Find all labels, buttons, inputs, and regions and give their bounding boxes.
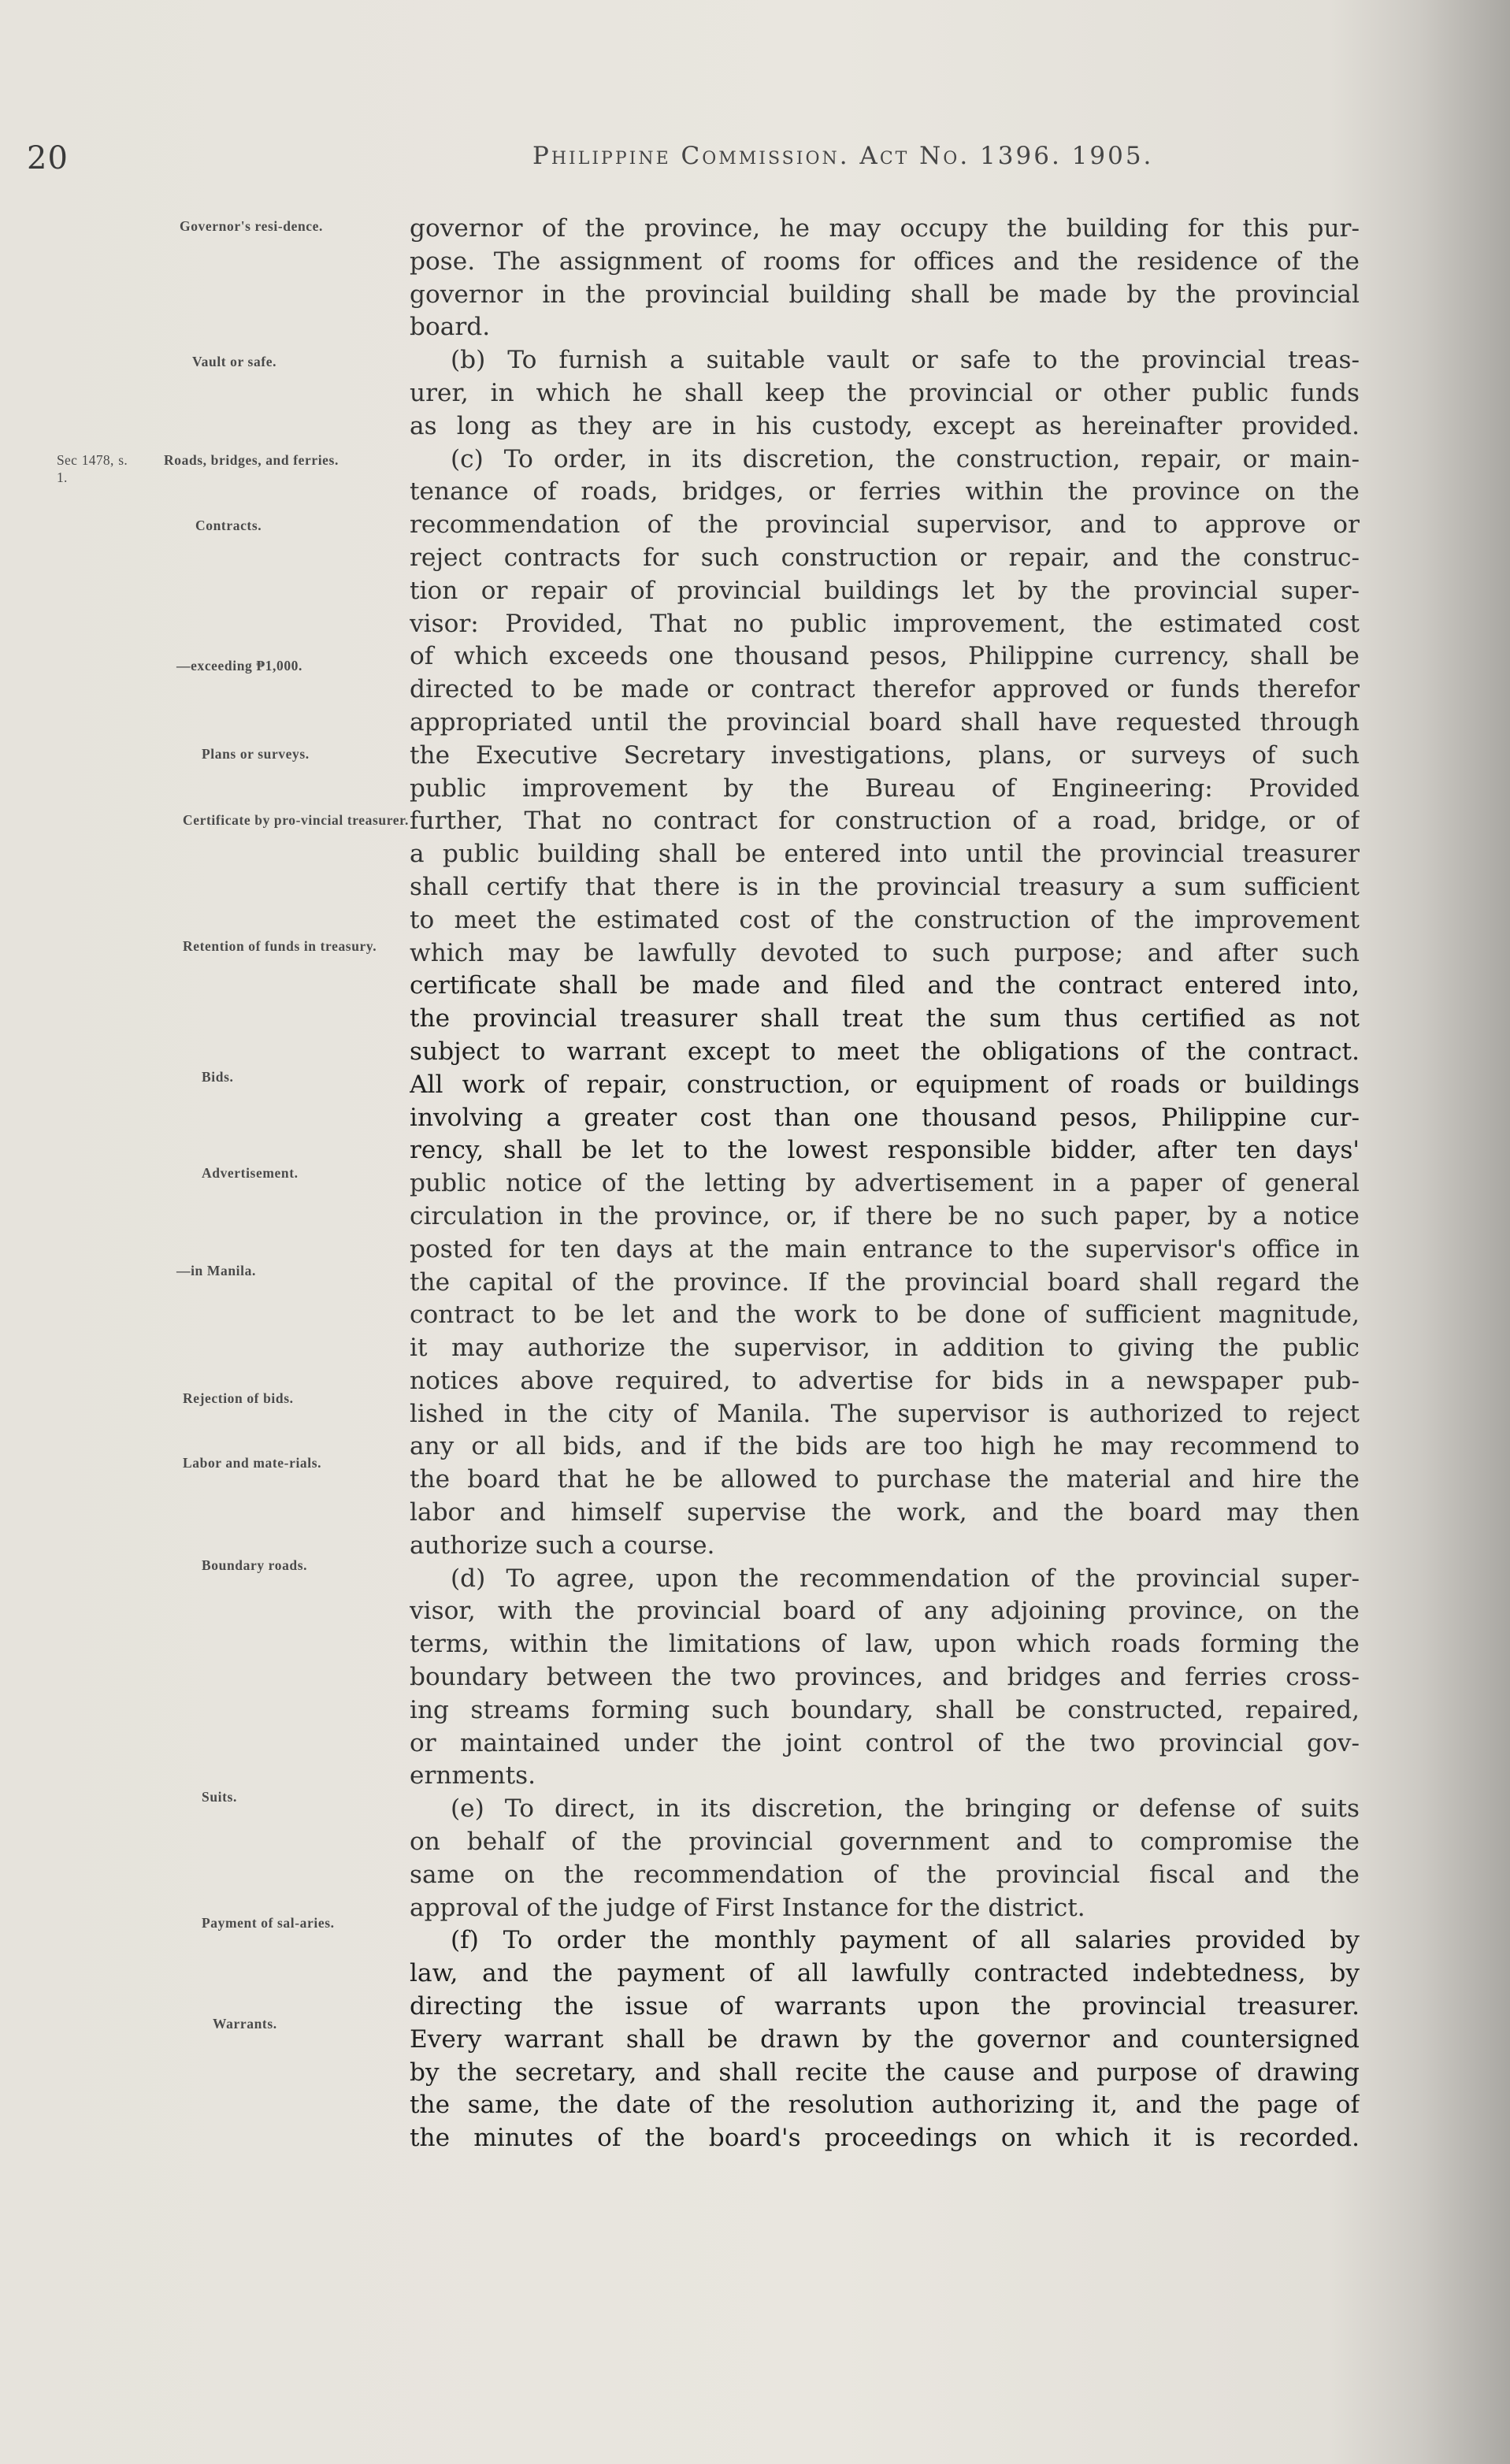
body-text [410, 213, 1360, 2155]
text-line: circulation in the province, or, if there be no such paper, by a notice [410, 1201, 1360, 1230]
text-line: lished in the city of Manila. The supervisor is authorized to reject [410, 1399, 1360, 1428]
text-line: subject to warrant except to meet the obligations of the contract. [410, 1037, 1360, 1066]
margin-note-rejection: Rejection of bids. [183, 1390, 294, 1406]
margin-note-manila: —in Manila. [176, 1263, 256, 1278]
text-line: certificate shall be made and filed and the contract entered into, [410, 971, 1360, 1000]
margin-note-boundary: Boundary roads. [202, 1557, 308, 1573]
text-line: reject contracts for such construction or repair, and the construc- [410, 543, 1360, 572]
text-line: the provincial treasurer shall treat the sum thus certified as not [410, 1004, 1360, 1033]
text-line: directing the issue of warrants upon the provincial treasurer. [410, 1992, 1360, 2021]
text-line: of which exceeds one thousand pesos, Philippine currency, shall be [410, 642, 1360, 671]
text-line: governor in the provincial building shall be made by the provincial [410, 280, 1360, 309]
margin-note-warrants: Warrants. [213, 2016, 277, 2032]
page-number: 20 [27, 140, 69, 176]
text-line: labor and himself supervise the work, and the board may then [410, 1498, 1360, 1527]
margin-note-roads: Roads, bridges, and ferries. [164, 452, 339, 468]
margin-note-bids: Bids. [202, 1069, 234, 1085]
text-line: the Executive Secretary investigations, plans, or surveys of such [410, 740, 1360, 770]
text-line: boundary between the two provinces, and bridges and ferries cross- [410, 1663, 1360, 1692]
margin-note-suits: Suits. [202, 1789, 237, 1805]
text-line: notices above required, to advertise for bids in a newspaper pub- [410, 1366, 1360, 1395]
text-line: the capital of the province. If the provincial board shall regard the [410, 1267, 1360, 1297]
text-line: visor: Provided, That no public improvement, the estimated cost [410, 609, 1360, 638]
text-line: posted for ten days at the main entrance to the supervisor's office in [410, 1234, 1360, 1264]
margin-note-salaries: Payment of sal-aries. [202, 1915, 335, 1931]
text-line: the minutes of the board's proceedings on which it is recorded. [410, 2124, 1360, 2153]
text-line: or maintained under the joint control of the two provincial gov- [410, 1728, 1360, 1757]
text-line: (d) To agree, upon the recommendation of the provincial super- [451, 1564, 1360, 1593]
text-line: which may be lawfully devoted to such purpose; and after such [410, 938, 1360, 967]
margin-note-plans: Plans or surveys. [202, 746, 310, 762]
text-line: on behalf of the provincial government and to compromise the [410, 1828, 1360, 1857]
text-line: authorize such a course. [410, 1531, 715, 1560]
text-line: (c) To order, in its discretion, the construction, repair, or main- [451, 444, 1360, 473]
text-line: involving a greater cost than one thousand pesos, Philippine cur- [410, 1103, 1360, 1132]
margin-note-contracts: Contracts. [195, 518, 262, 533]
margin-note-section-ref: Sec 1478, s. 1. [57, 452, 128, 485]
text-line: (e) To direct, in its discretion, the bringing or defense of suits [451, 1794, 1360, 1824]
text-line: recommendation of the provincial supervisor, and to approve or [410, 510, 1360, 540]
text-line: as long as they are in his custody, except as hereinafter provided. [410, 411, 1360, 440]
text-line: same on the recommendation of the provincial fiscal and the [410, 1860, 1360, 1889]
text-line: governor of the province, he may occupy the building for this pur- [410, 214, 1360, 243]
margin-note-exceeding: —exceeding ₱1,000. [176, 658, 303, 674]
text-line: pose. The assignment of rooms for offices and the residence of the [410, 247, 1360, 276]
text-line: Every warrant shall be drawn by the governor and countersigned [410, 2024, 1360, 2054]
text-line: the board that he be allowed to purchase the material and hire the [410, 1465, 1360, 1494]
text-line: ing streams forming such boundary, shall be constructed, repaired, [410, 1695, 1360, 1724]
text-line: tenance of roads, bridges, or ferries within the province on the [410, 477, 1360, 507]
text-line: appropriated until the provincial board shall have requested through [410, 707, 1360, 737]
text-line: public notice of the letting by advertisement in a paper of general [410, 1169, 1360, 1198]
margin-note-advertisement: Advertisement. [202, 1165, 299, 1181]
text-line: a public building shall be entered into until the provincial treasurer [410, 840, 1360, 869]
text-line: (f) To order the monthly payment of all salaries provided by [451, 1926, 1360, 1955]
margin-note-governors-residence: Governor's resi-dence. [180, 218, 324, 234]
margin-note-vault: Vault or safe. [192, 354, 277, 369]
text-line: the same, the date of the resolution authorizing it, and the page of [410, 2091, 1360, 2120]
text-line: visor, with the provincial board of any adjoining province, on the [410, 1597, 1360, 1626]
text-line: All work of repair, construction, or equipment of roads or buildings [410, 1070, 1360, 1099]
text-line: approval of the judge of First Instance for the district. [410, 1893, 1085, 1922]
text-line: ernments. [410, 1761, 536, 1790]
margin-note-retention: Retention of funds in treasury. [183, 938, 377, 954]
text-line: board. [410, 313, 491, 342]
text-line: law, and the payment of all lawfully contracted indebtedness, by [410, 1959, 1360, 1988]
text-line: urer, in which he shall keep the provincial or other public funds [410, 378, 1360, 407]
text-line: public improvement by the Bureau of Engineering: Provided [410, 774, 1360, 803]
text-line: contract to be let and the work to be done of sufficient magnitude, [410, 1301, 1360, 1330]
text-line: directed to be made or contract therefor approved or funds therefor [410, 675, 1360, 704]
text-line: terms, within the limitations of law, upon which roads forming the [410, 1630, 1360, 1659]
text-line: further, That no contract for construction of a road, bridge, or of [410, 807, 1360, 836]
text-line: (b) To furnish a suitable vault or safe to the provincial treas- [451, 346, 1360, 375]
text-line: tion or repair of provincial buildings let by the provincial super- [410, 576, 1360, 605]
margin-note-certificate: Certificate by pro-vincial treasurer. [183, 812, 409, 828]
text-line: by the secretary, and shall recite the cause and purpose of drawing [410, 2058, 1360, 2087]
text-line: it may authorize the supervisor, in addition to giving the public [410, 1334, 1360, 1363]
text-line: shall certify that there is in the provincial treasury a sum sufficient [410, 872, 1360, 901]
text-line: rency, shall be let to the lowest responsible bidder, after ten days' [410, 1136, 1360, 1165]
text-line: to meet the estimated cost of the construction of the improvement [410, 905, 1360, 934]
margin-note-labor: Labor and mate-rials. [183, 1455, 322, 1471]
text-line: any or all bids, and if the bids are too high he may recommend to [410, 1432, 1360, 1461]
running-head: Philippine Commission. Act No. 1396. 1905. [532, 142, 1154, 170]
